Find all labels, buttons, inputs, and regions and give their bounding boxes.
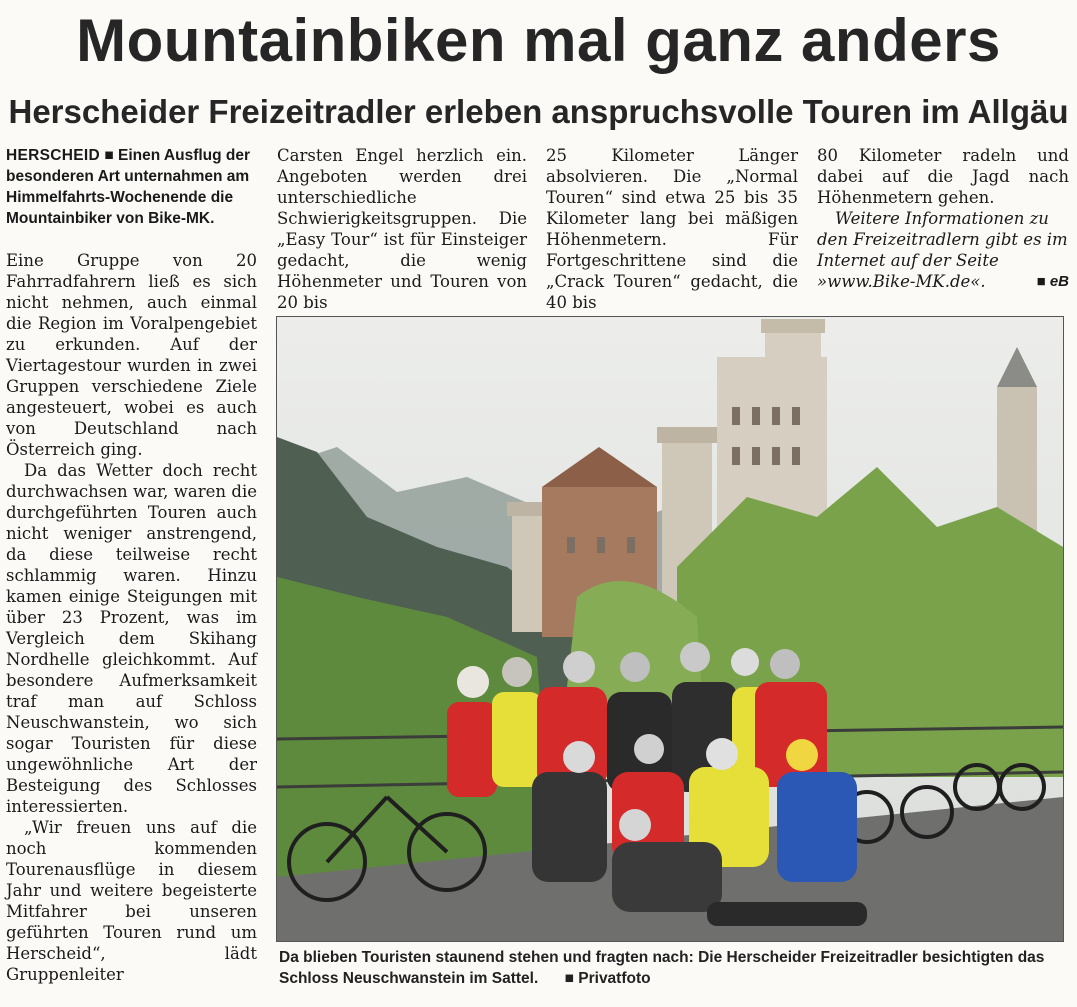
column-4: [817, 145, 1069, 292]
photo-caption: [279, 947, 1069, 989]
body-paragraph-1: Eine Gruppe von 20 Fahrradfahrern ließ es sich nicht nehmen, auch einmal die Region im Voralpengebiet zu erkunden. Auf der Viertagestour wurden in zwei Gruppen verschiedene Ziele angesteuert, wobei es auch von Deutschland nach Österreich ging.: [6, 251, 257, 459]
headline: Mountainbiken mal ganz anders: [76, 7, 1001, 74]
body-paragraph-3-continued-2: 25 Kilometer Länger absolvieren. Die „Normal Touren“ sind etwa 25 bis 35 Kilometer lang bei mäßigen Höhenmetern. Für Fortgeschrittene sind die „Crack Touren“ gedacht, die 40 bis: [546, 146, 798, 312]
info-paragraph: [817, 208, 1069, 292]
info-text: Weitere Informationen zu den Freizeitradlern gibt es im Internet auf der Seite »www.Bike-MK.de«.: [817, 209, 1068, 291]
column-2: [277, 145, 527, 313]
column-3: [546, 145, 798, 313]
photo-illustration: [277, 317, 1063, 941]
lead-separator: ■: [104, 147, 114, 164]
lead-paragraph: [6, 145, 257, 229]
author-signature: ■ eB: [1036, 273, 1069, 290]
body-paragraph-2: Da das Wetter doch recht durchwachsen war, waren die durchgeführten Touren auch nicht weniger anstrengend, da diese teilweise recht schlammig waren. Hinzu kamen einige Steigungen mit über 23 Prozent, was im Vergleich dem Skihang Nordhelle gleichkommt. Auf besondere Aufmerksamkeit traf man auf Schloss Neuschwanstein, wo sich sogar Touristen für diese ungewöhnliche Art der Besteigung des Schlosses interessierten.: [6, 461, 257, 816]
body-paragraph-3: „Wir freuen uns auf die noch kommenden Tourenausflüge in diesem Jahr und weitere begeisterte Mitfahrer bei unseren geführten Touren rund um Herscheid“, lädt Gruppenleiter: [6, 818, 257, 984]
dateline: HERSCHEID: [6, 147, 100, 164]
caption-text: Da blieben Touristen staunend stehen und fragten nach: Die Herscheider Freizeitradler besichtigten das Schloss Neuschwanstein im Sattel.: [279, 949, 1045, 987]
column-1: [6, 145, 257, 985]
photo-credit: ■ Privatfoto: [564, 970, 651, 987]
body-paragraph-3-end: 80 Kilometer radeln und dabei auf die Jagd nach Höhenmetern gehen.: [817, 146, 1069, 207]
subheadline: Herscheider Freizeitradler erleben anspruchsvolle Touren im Allgäu: [8, 93, 1069, 130]
body-paragraph-3-continued: Carsten Engel herzlich ein. Angeboten werden drei unterschiedliche Schwierigkeitsgruppen. Die „Easy Tour“ ist für Einsteiger gedacht, die wenig Höhenmeter und Touren von 20 bis: [277, 146, 527, 312]
group-photo: [276, 316, 1064, 942]
lead-text: Einen Ausflug der besonderen Art unternahmen am Himmelfahrts-Wochenende die Mountainbiker von Bike-MK.: [6, 147, 251, 227]
